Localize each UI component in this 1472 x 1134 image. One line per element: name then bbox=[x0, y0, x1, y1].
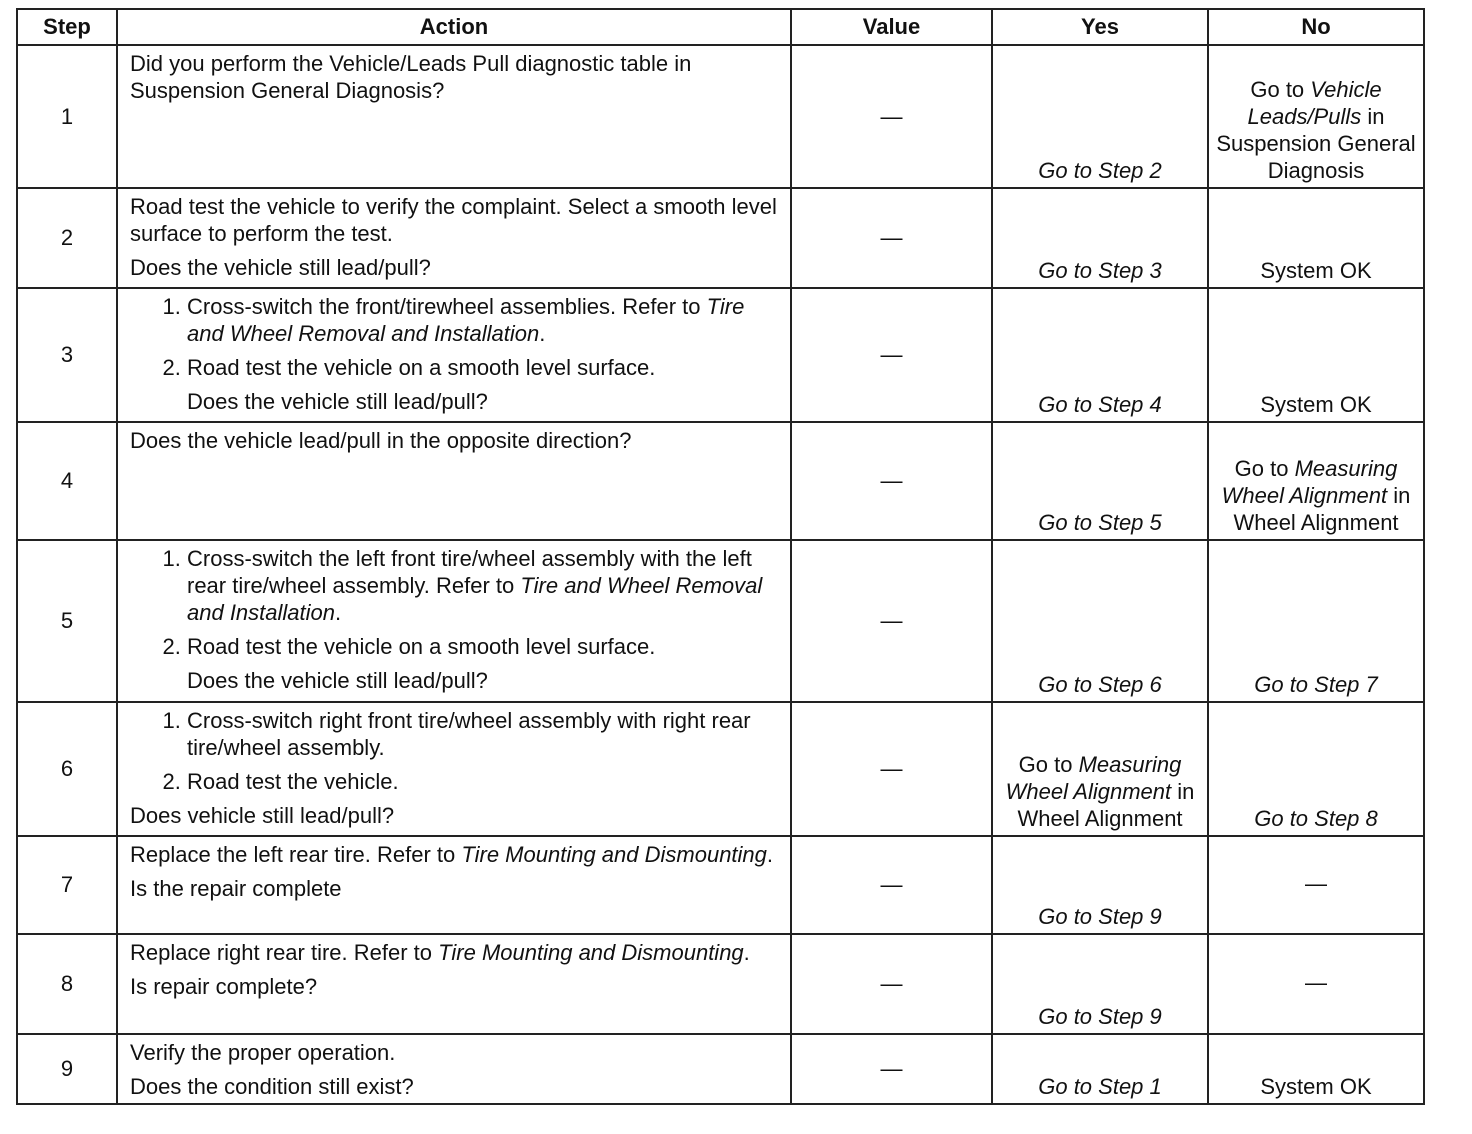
header-yes: Yes bbox=[992, 9, 1208, 45]
value-cell: — bbox=[791, 422, 992, 540]
step-number: 7 bbox=[17, 836, 117, 934]
no-cell: System OK bbox=[1208, 1034, 1424, 1104]
yes-cell bbox=[992, 45, 1208, 188]
step-number: 9 bbox=[17, 1034, 117, 1104]
table-row bbox=[17, 934, 1424, 1034]
yes-link: Go to Step 1 bbox=[1038, 1074, 1162, 1099]
table-row bbox=[17, 422, 1424, 540]
value-cell: — bbox=[791, 702, 992, 836]
no-reference: Measuring Wheel Alignment bbox=[1221, 456, 1398, 508]
action-cell bbox=[117, 1034, 791, 1104]
step-number: 5 bbox=[17, 540, 117, 702]
no-suffix: in Suspension General Diagnosis bbox=[1216, 104, 1416, 183]
yes-link: Go to Step 6 bbox=[1038, 672, 1162, 697]
action-question: Does the vehicle still lead/pull? bbox=[187, 389, 488, 414]
yes-cell bbox=[992, 188, 1208, 288]
header-action: Action bbox=[117, 9, 791, 45]
yes-prefix: Go to bbox=[1018, 752, 1079, 777]
yes-reference: Measuring Wheel Alignment bbox=[1005, 752, 1182, 804]
yes-cell bbox=[992, 702, 1208, 836]
table-row bbox=[17, 702, 1424, 836]
header-value: Value bbox=[791, 9, 992, 45]
table-row bbox=[17, 540, 1424, 702]
action-cell bbox=[117, 702, 791, 836]
action-question: Does vehicle still lead/pull? bbox=[130, 803, 395, 828]
no-cell bbox=[1208, 45, 1424, 188]
no-cell: — bbox=[1208, 836, 1424, 934]
action-cell bbox=[117, 188, 791, 288]
list-item: 2. Road test the vehicle. bbox=[187, 768, 782, 795]
list-item: 1. Cross-switch right front tire/wheel assembly with right rear tire/wheel assembly. bbox=[187, 707, 782, 761]
action-cell bbox=[117, 422, 791, 540]
action-steps-list bbox=[130, 707, 782, 795]
action-cell bbox=[117, 540, 791, 702]
table-row bbox=[17, 1034, 1424, 1104]
action-question: Does the condition still exist? bbox=[130, 1074, 414, 1099]
no-reference: Vehicle Leads/Pulls bbox=[1247, 77, 1382, 129]
reference-link: Tire and Wheel Removal and Installation bbox=[187, 294, 745, 346]
no-cell bbox=[1208, 702, 1424, 836]
yes-suffix: in Wheel Alignment bbox=[1017, 779, 1195, 831]
value-cell: — bbox=[791, 540, 992, 702]
no-prefix: Go to bbox=[1250, 77, 1311, 102]
yes-link: Go to Step 4 bbox=[1038, 392, 1162, 417]
yes-cell bbox=[992, 836, 1208, 934]
no-cell bbox=[1208, 540, 1424, 702]
no-suffix: in Wheel Alignment bbox=[1233, 483, 1411, 535]
diagnostic-table bbox=[16, 8, 1425, 1105]
value-cell: — bbox=[791, 288, 992, 422]
value-cell: — bbox=[791, 836, 992, 934]
header-row bbox=[17, 9, 1424, 45]
yes-cell bbox=[992, 934, 1208, 1034]
yes-link: Go to Step 9 bbox=[1038, 904, 1162, 929]
no-prefix: Go to bbox=[1234, 456, 1295, 481]
action-cell bbox=[117, 45, 791, 188]
action-question: Is repair complete? bbox=[130, 974, 318, 999]
header-step: Step bbox=[17, 9, 117, 45]
step-number: 1 bbox=[17, 45, 117, 188]
no-cell bbox=[1208, 422, 1424, 540]
value-cell: — bbox=[791, 934, 992, 1034]
action-steps-list bbox=[130, 545, 782, 660]
no-link: Go to Step 8 bbox=[1254, 806, 1378, 831]
action-text: Replace the left rear tire. Refer to Tire Mounting and Dismounting. bbox=[130, 842, 774, 867]
list-item: 1. Cross-switch the front/tirewheel assemblies. Refer to Tire and Wheel Removal and Installation. bbox=[187, 293, 782, 347]
action-cell bbox=[117, 288, 791, 422]
action-question: Does the vehicle still lead/pull? bbox=[187, 668, 488, 693]
table-row bbox=[17, 288, 1424, 422]
no-link: Go to Step 7 bbox=[1254, 672, 1378, 697]
reference-link: Tire and Wheel Removal and Installation bbox=[187, 573, 763, 625]
step-number: 6 bbox=[17, 702, 117, 836]
action-cell bbox=[117, 934, 791, 1034]
list-item: 2. Road test the vehicle on a smooth level surface. bbox=[187, 633, 782, 660]
action-text: Road test the vehicle to verify the complaint. Select a smooth level surface to perform the test. bbox=[130, 194, 777, 246]
value-cell: — bbox=[791, 45, 992, 188]
action-text: Does the vehicle lead/pull in the opposite direction? bbox=[130, 428, 632, 453]
action-question: Does the vehicle still lead/pull? bbox=[130, 255, 431, 280]
yes-link: Go to Step 2 bbox=[1038, 158, 1162, 183]
yes-cell bbox=[992, 288, 1208, 422]
action-text: Replace right rear tire. Refer to Tire Mounting and Dismounting. bbox=[130, 940, 750, 965]
list-item: 1. Cross-switch the left front tire/wheel assembly with the left rear tire/wheel assembly. Refer to Tire and Wheel Removal and Installation. bbox=[187, 545, 782, 626]
step-number: 2 bbox=[17, 188, 117, 288]
table-row bbox=[17, 188, 1424, 288]
value-cell: — bbox=[791, 188, 992, 288]
no-cell: System OK bbox=[1208, 288, 1424, 422]
yes-link: Go to Step 9 bbox=[1038, 1004, 1162, 1029]
action-steps-list bbox=[130, 293, 782, 381]
header-no: No bbox=[1208, 9, 1424, 45]
reference-link: Tire Mounting and Dismounting bbox=[438, 940, 744, 965]
action-text: Did you perform the Vehicle/Leads Pull diagnostic table in Suspension General Diagnosis? bbox=[130, 51, 692, 103]
action-question: Is the repair complete bbox=[130, 876, 342, 901]
reference-link: Tire Mounting and Dismounting bbox=[461, 842, 767, 867]
step-number: 8 bbox=[17, 934, 117, 1034]
action-cell bbox=[117, 836, 791, 934]
list-item: 2. Road test the vehicle on a smooth level surface. bbox=[187, 354, 782, 381]
step-number: 4 bbox=[17, 422, 117, 540]
yes-link: Go to Step 3 bbox=[1038, 258, 1162, 283]
step-number: 3 bbox=[17, 288, 117, 422]
table-row bbox=[17, 45, 1424, 188]
yes-cell bbox=[992, 422, 1208, 540]
no-cell: System OK bbox=[1208, 188, 1424, 288]
action-text: Verify the proper operation. bbox=[130, 1040, 396, 1065]
value-cell: — bbox=[791, 1034, 992, 1104]
table-row bbox=[17, 836, 1424, 934]
yes-link: Go to Step 5 bbox=[1038, 510, 1162, 535]
yes-cell bbox=[992, 540, 1208, 702]
no-cell: — bbox=[1208, 934, 1424, 1034]
yes-cell bbox=[992, 1034, 1208, 1104]
